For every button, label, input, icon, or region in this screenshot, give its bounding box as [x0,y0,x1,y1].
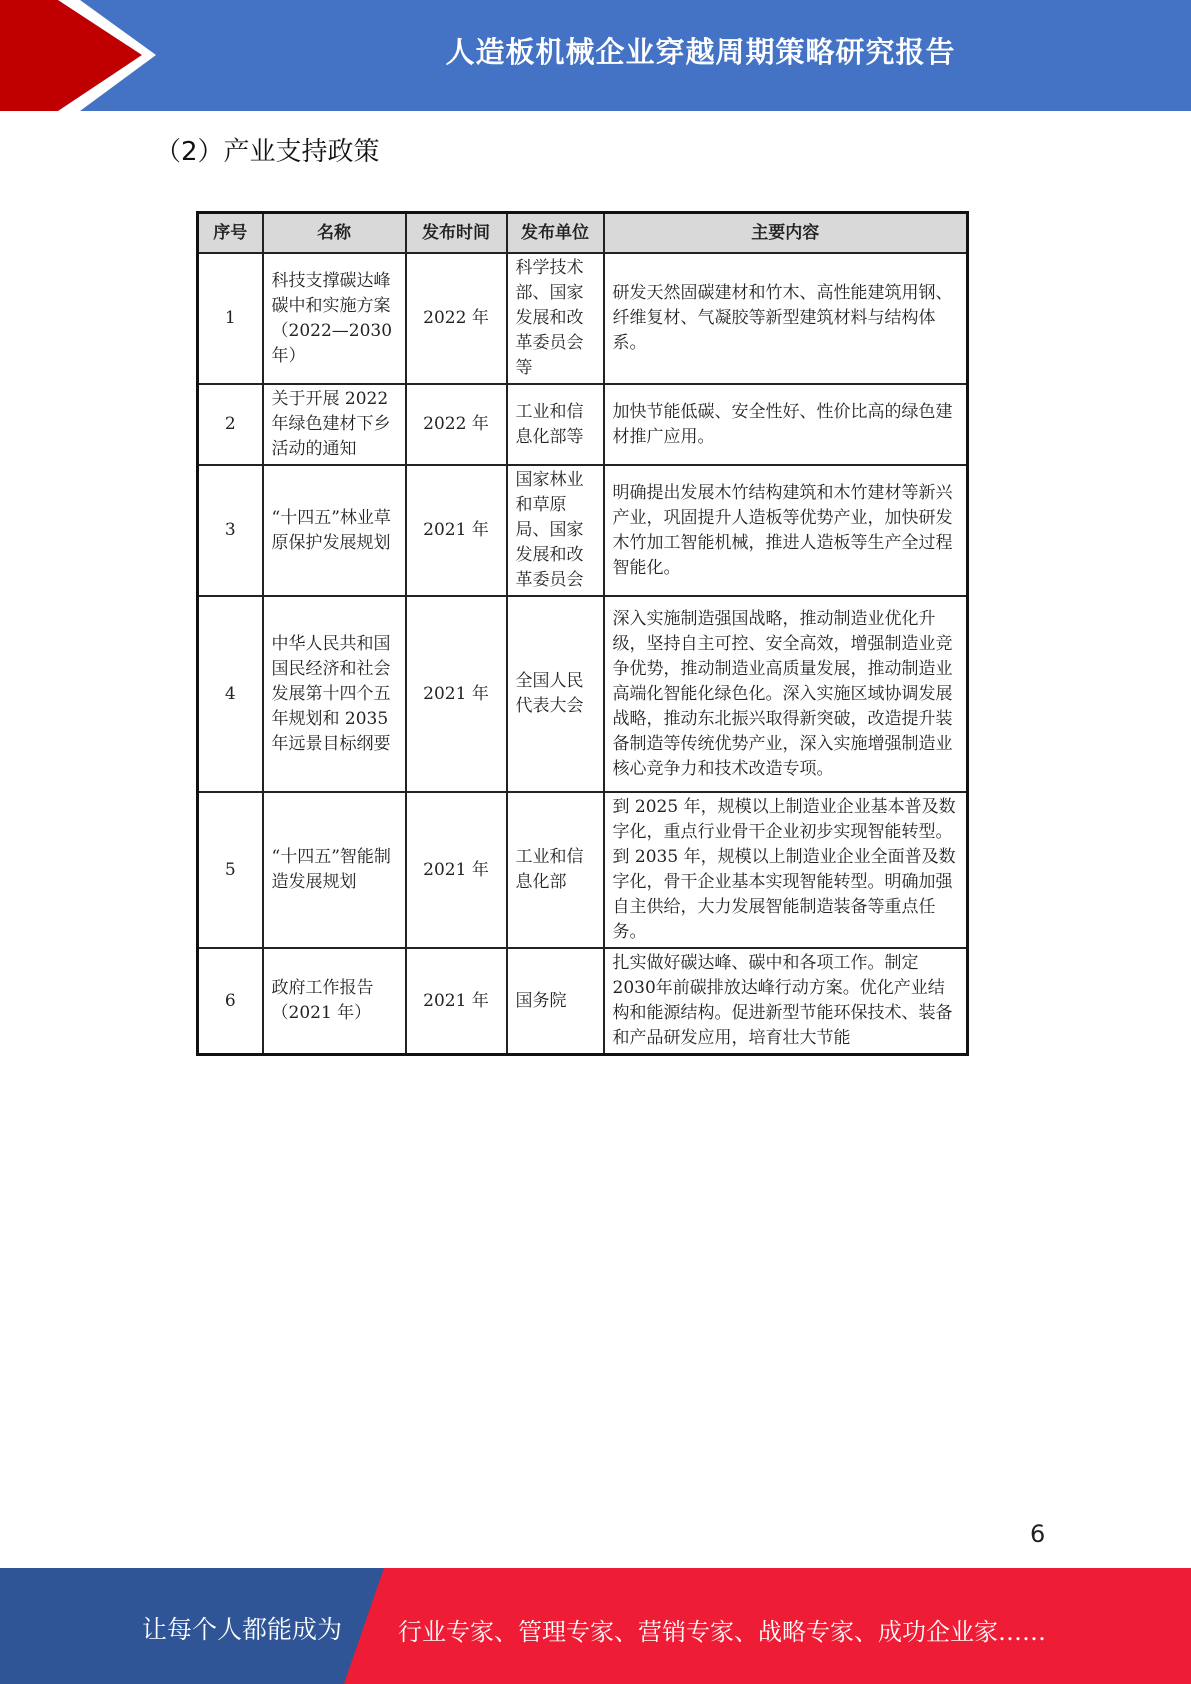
cell-content: 扎实做好碳达峰、碳中和各项工作。制定2030年前碳排放达峰行动方案。优化产业结构和能源结构。促进新型节能环保技术、装备和产品研发应用，培育壮大节能 [604,948,968,1055]
cell-unit: 工业和信息化部等 [507,384,604,465]
cell-no: 2 [198,384,263,465]
cell-unit: 工业和信息化部 [507,792,604,948]
cell-date: 2022 年 [406,253,507,384]
cell-no: 4 [198,596,263,792]
cell-date: 2021 年 [406,596,507,792]
cell-unit: 全国人民代表大会 [507,596,604,792]
cell-date: 2021 年 [406,792,507,948]
page-header [0,0,1191,111]
cell-date: 2021 年 [406,465,507,596]
cell-unit: 科学技术部、国家发展和改革委员会等 [507,253,604,384]
cell-name: “十四五”林业草原保护发展规划 [263,465,406,596]
cell-name: 科技支撑碳达峰碳中和实施方案（2022—2030年） [263,253,406,384]
cell-unit: 国家林业和草原局、国家发展和改革委员会 [507,465,604,596]
cell-content: 明确提出发展木竹结构建筑和木竹建材等新兴产业，巩固提升人造板等优势产业，加快研发木竹加工智能机械，推进人造板等生产全过程智能化。 [604,465,968,596]
cell-content: 研发天然固碳建材和竹木、高性能建筑用钢、纤维复材、气凝胶等新型建筑材料与结构体系。 [604,253,968,384]
page-footer [0,1568,1191,1684]
table-row [198,253,968,384]
header-content: 主要内容 [604,213,968,254]
footer-slogan-right: 行业专家、管理专家、营销专家、战略专家、成功企业家…… [398,1618,1046,1646]
table-row [198,465,968,596]
section-title: （2）产业支持政策 [155,137,380,167]
cell-no: 3 [198,465,263,596]
page-number: 6 [1030,1520,1046,1548]
table-row [198,384,968,465]
report-title: 人造板机械企业穿越周期策略研究报告 [445,35,956,69]
cell-no: 1 [198,253,263,384]
cell-content: 到 2025 年，规模以上制造业企业基本普及数字化，重点行业骨干企业初步实现智能转型。到 2035 年，规模以上制造业企业全面普及数字化，骨干企业基本实现智能转型。明确加强自主供给，大力发展智能制造装备等重点任务。 [604,792,968,948]
header-date: 发布时间 [406,213,507,254]
table-row [198,948,968,1055]
table-row [198,792,968,948]
cell-unit: 国务院 [507,948,604,1055]
cell-name: 政府工作报告（2021 年） [263,948,406,1055]
cell-name: “十四五”智能制造发展规划 [263,792,406,948]
cell-name: 关于开展 2022 年绿色建材下乡活动的通知 [263,384,406,465]
footer-slogan-left: 让每个人都能成为 [142,1615,343,1644]
cell-no: 6 [198,948,263,1055]
cell-name: 中华人民共和国国民经济和社会发展第十四个五年规划和 2035 年远景目标纲要 [263,596,406,792]
cell-content: 加快节能低碳、安全性好、性价比高的绿色建材推广应用。 [604,384,968,465]
table-row [198,596,968,792]
header-name: 名称 [263,213,406,254]
cell-content: 深入实施制造强国战略，推动制造业优化升级，坚持自主可控、安全高效，增强制造业竞争优势，推动制造业高质量发展，推动制造业高端化智能化绿色化。深入实施区域协调发展战略，推动东北振兴取得新突破，改造提升装备制造等传统优势产业，深入实施增强制造业核心竞争力和技术改造专项。 [604,596,968,792]
header-no: 序号 [198,213,263,254]
policy-table [196,211,969,1056]
cell-date: 2021 年 [406,948,507,1055]
header-unit: 发布单位 [507,213,604,254]
cell-date: 2022 年 [406,384,507,465]
cell-no: 5 [198,792,263,948]
table-header-row [198,213,968,254]
